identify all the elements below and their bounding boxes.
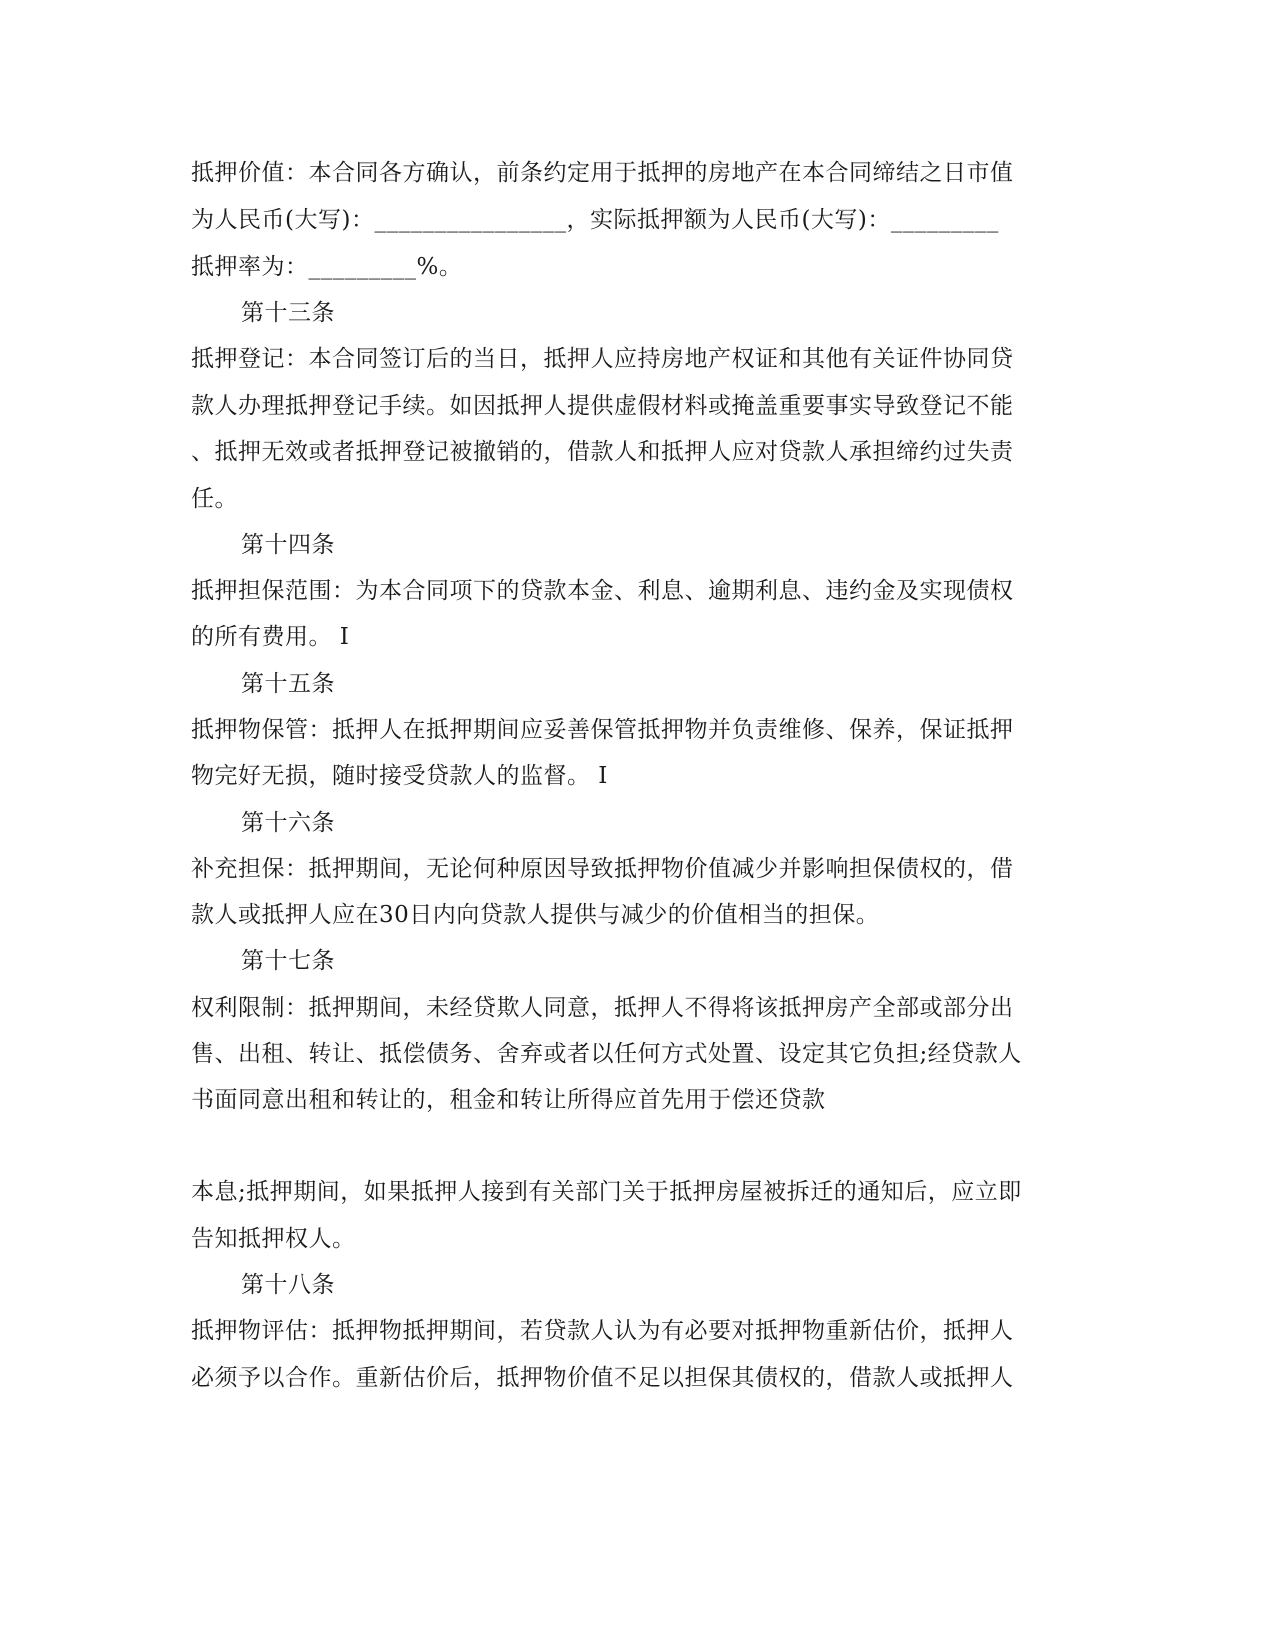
text-line-7: 、抵押无效或者抵押登记被撤销的，借款人和抵押人应对贷款人承担缔约过失责 <box>191 439 1014 465</box>
article-16-heading: 第十六条 <box>241 810 335 836</box>
text-line-11: 的所有费用。 I <box>191 624 350 650</box>
article-13-heading: 第十三条 <box>241 300 335 326</box>
text-line-19: 权利限制：抵押期间，未经贷欺人同意，抵押人不得将该抵押房产全部或部分出 <box>191 995 1014 1021</box>
text-line-26: 必须予以合作。重新估价后，抵押物价值不足以担保其债权的，借款人或抵押人 <box>191 1365 1014 1391</box>
text-line-5: 抵押登记：本合同签订后的当日，抵押人应持房地产权证和其他有关证件协同贷 <box>191 346 1014 372</box>
article-14-heading: 第十四条 <box>241 532 335 558</box>
text-line-10: 抵押担保范围：为本合同项下的贷款本金、利息、逾期利息、违约金及实现债权 <box>191 578 1014 604</box>
text-line-22: 本息;抵押期间，如果抵押人接到有关部门关于抵押房屋被拆迁的通知后，应立即 <box>191 1179 1022 1205</box>
text-line-6: 款人办理抵押登记手续。如因抵押人提供虚假材料或掩盖重要事实导致登记不能 <box>191 393 1014 419</box>
article-15-heading: 第十五条 <box>241 671 335 697</box>
text-line-17: 款人或抵押人应在30日内向贷款人提供与减少的价值相当的担保。 <box>191 902 880 928</box>
text-line-8: 任。 <box>191 486 238 512</box>
text-line-21: 书面同意出租和转让的，租金和转让所得应首先用于偿还贷款 <box>191 1087 826 1113</box>
text-line-20: 售、出租、转让、抵偿债务、舍弃或者以任何方式处置、设定其它负担;经贷款人 <box>191 1041 1022 1067</box>
article-17-heading: 第十七条 <box>241 948 335 974</box>
article-18-heading: 第十八条 <box>241 1272 335 1298</box>
text-line-2: 为人民币(大写)：________________，实际抵押额为人民币(大写)：_________ <box>191 207 999 233</box>
text-line-14: 物完好无损，随时接受贷款人的监督。 I <box>191 763 608 789</box>
text-line-13: 抵押物保管：抵押人在抵押期间应妥善保管抵押物并负责维修、保养，保证抵押 <box>191 717 1014 743</box>
text-line-3: 抵押率为：_________%。 <box>191 254 463 280</box>
text-line-16: 补充担保：抵押期间，无论何种原因导致抵押物价值减少并影响担保债权的，借 <box>191 856 1014 882</box>
text-line-23: 告知抵押权人。 <box>191 1226 356 1252</box>
text-line-25: 抵押物评估：抵押物抵押期间，若贷款人认为有必要对抵押物重新估价，抵押人 <box>191 1318 1014 1344</box>
text-line-1: 抵押价值：本合同各方确认，前条约定用于抵押的房地产在本合同缔结之日市值 <box>191 160 1014 186</box>
